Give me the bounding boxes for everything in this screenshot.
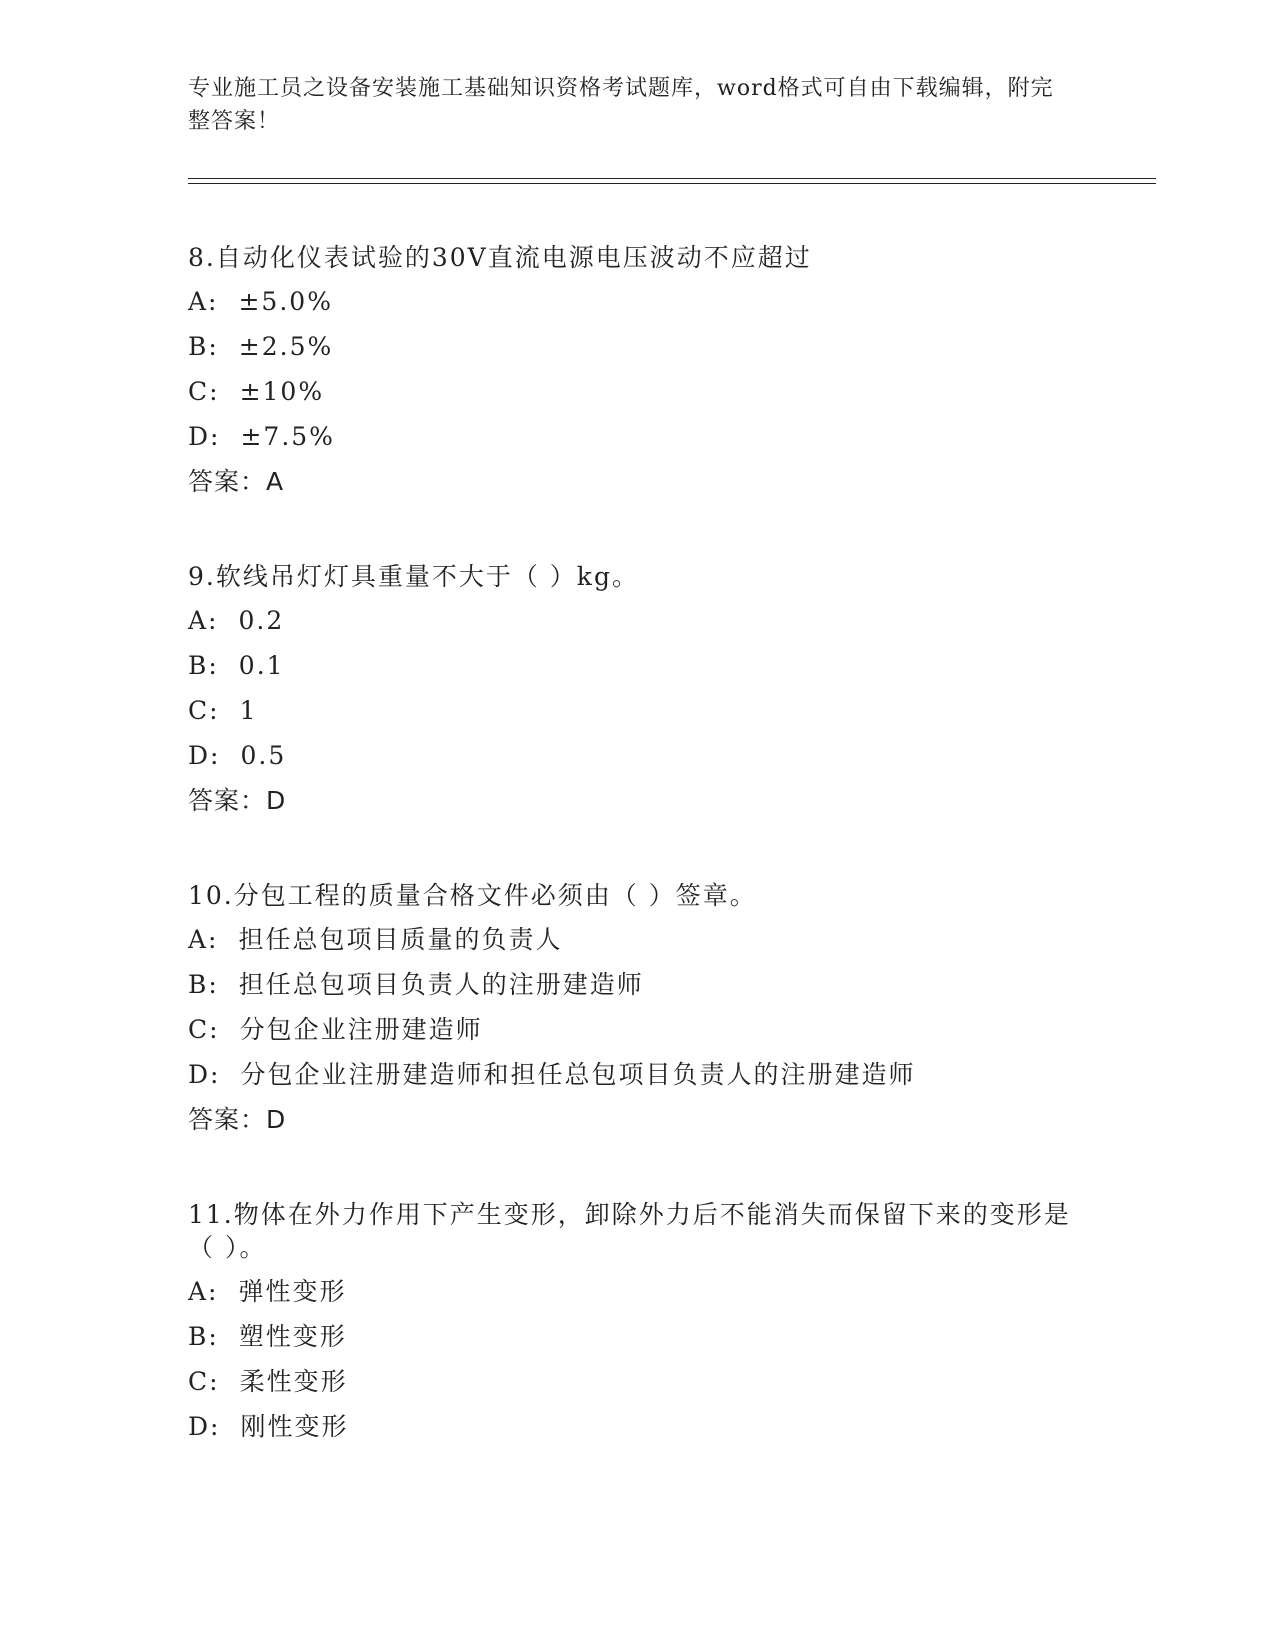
option-text: 刚性变形 — [240, 1412, 349, 1441]
option-b — [188, 1320, 1088, 1353]
option-d — [188, 420, 1088, 453]
option-text: 柔性变形 — [239, 1367, 348, 1396]
option-text: 1 — [239, 696, 258, 725]
option-key: A: — [188, 606, 219, 635]
document-header: 专业施工员之设备安装施工基础知识资格考试题库，word格式可自由下载编辑，附完整答案！ — [188, 76, 1054, 134]
option-a — [188, 604, 1088, 637]
option-text: ±10% — [239, 377, 325, 406]
option-text: 0.5 — [240, 741, 287, 770]
option-a — [188, 923, 1088, 956]
answer-line: 答案：D — [188, 1105, 287, 1134]
option-a — [188, 285, 1088, 318]
question-11 — [188, 1198, 1088, 1455]
option-text: 分包企业注册建造师和担任总包项目负责人的注册建造师 — [240, 1060, 916, 1089]
option-text: 塑性变形 — [238, 1322, 347, 1351]
option-text: 0.2 — [238, 606, 285, 635]
option-d — [188, 739, 1088, 772]
option-text: ±5.0% — [238, 287, 333, 316]
question-title: 11.物体在外力作用下产生变形，卸除外力后不能消失而保留下来的变形是（ ）。 — [188, 1200, 1071, 1262]
option-key: D: — [188, 741, 221, 770]
option-text: ±7.5% — [240, 422, 335, 451]
option-c — [188, 694, 1088, 727]
option-text: 0.1 — [238, 651, 285, 680]
question-9 — [188, 560, 1088, 817]
option-b — [188, 649, 1088, 682]
header-divider-bottom — [188, 183, 1156, 184]
option-text: 担任总包项目质量的负责人 — [238, 925, 563, 954]
option-key: C: — [188, 377, 220, 406]
question-8 — [188, 241, 1088, 498]
option-key: C: — [188, 696, 220, 725]
option-c — [188, 1365, 1088, 1398]
option-c — [188, 1013, 1088, 1046]
option-text: 弹性变形 — [238, 1277, 347, 1306]
option-b — [188, 330, 1088, 363]
option-key: D: — [188, 1412, 221, 1441]
option-key: C: — [188, 1015, 220, 1044]
option-text: ±2.5% — [238, 332, 334, 361]
option-text: 担任总包项目负责人的注册建造师 — [238, 970, 644, 999]
question-title: 10.分包工程的质量合格文件必须由（ ）签章。 — [188, 881, 757, 910]
option-key: B: — [188, 970, 219, 999]
question-10 — [188, 879, 1088, 1136]
option-key: B: — [188, 651, 219, 680]
option-d — [188, 1410, 1088, 1443]
option-key: D: — [188, 1060, 221, 1089]
answer-line: 答案：A — [188, 467, 285, 496]
option-d — [188, 1058, 1088, 1091]
question-title: 8.自动化仪表试验的30V直流电源电压波动不应超过 — [188, 243, 812, 272]
header-divider-top — [188, 178, 1156, 179]
option-c — [188, 375, 1088, 408]
question-title: 9.软线吊灯灯具重量不大于（ ）kg。 — [188, 562, 639, 591]
option-a — [188, 1275, 1088, 1308]
option-b — [188, 968, 1088, 1001]
answer-line: 答案：D — [188, 786, 287, 815]
option-key: C: — [188, 1367, 220, 1396]
option-key: A: — [188, 287, 219, 316]
option-key: A: — [188, 925, 219, 954]
option-key: D: — [188, 422, 221, 451]
option-key: B: — [188, 332, 219, 361]
option-key: A: — [188, 1277, 219, 1306]
option-text: 分包企业注册建造师 — [239, 1015, 483, 1044]
option-key: B: — [188, 1322, 219, 1351]
